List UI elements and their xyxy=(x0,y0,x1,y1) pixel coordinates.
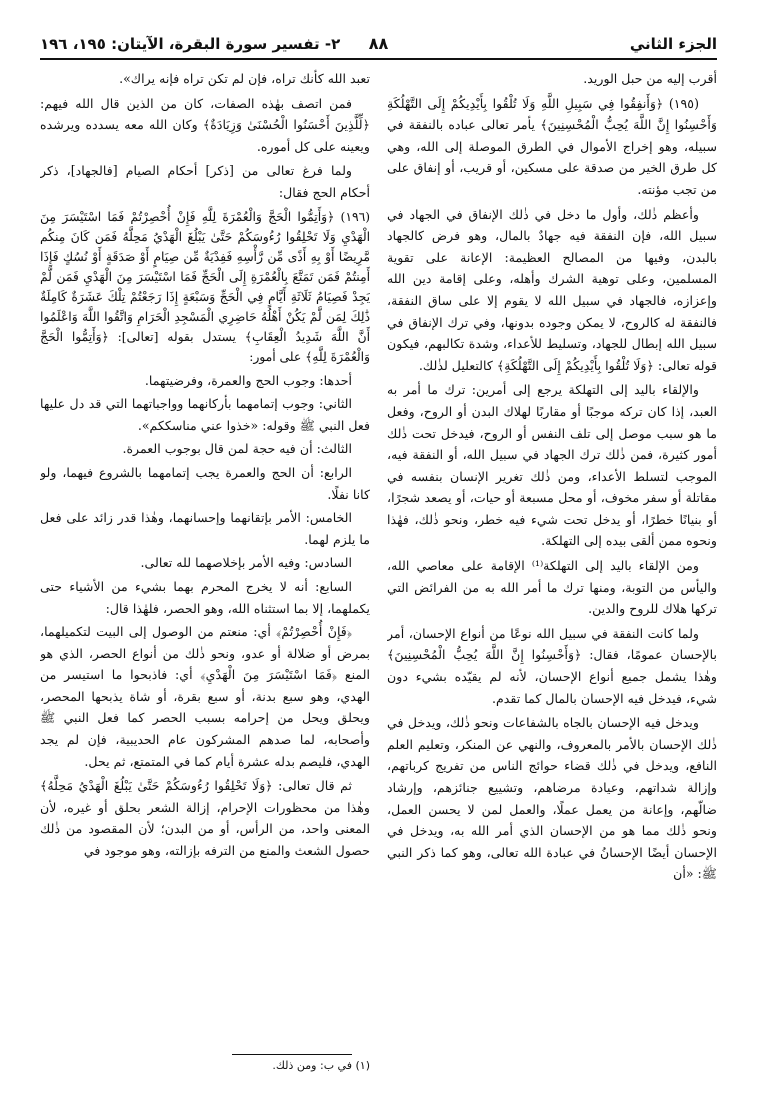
list-item: أحدها: وجوب الحج والعمرة، وفرضيتهما. xyxy=(144,372,352,388)
right-column xyxy=(387,68,717,1078)
chapter-title: ٢- تفسير سورة البقرة، الآيتان: ١٩٥، ١٩٦ xyxy=(40,35,341,53)
list-item: الخامس: الأمر بإتقانهما وإحسانهما، وهٰذا قدر زائد على فعل ما يلزم لهما. xyxy=(40,510,370,547)
list-item: الثالث: أن فيه حجة لمن قال بوجوب العمرة. xyxy=(122,441,352,457)
paragraph: والإلقاء باليد إلى التهلكة يرجع إلى أمرين: ترك ما أمر به العبد، إذا كان تركه موجبًا أو مقاربًا لهلاك البدن أو الروح، وفعل ما هو سبب موصل إلى تلف النفس أو الروح، فيدخل تحت ذٰلك أمور كثيرة، فمن ذٰلك ترك الجهاد في سبيل الله، أو النفقة فيه، الموجب لتسلط الأعداء، ومن ذٰلك تغرير الإنسان بنفسه في مقاتلة أو سفر مخوف، أو محل مسبعة أو حيات، أو يصعد شجرًا، أو بنيانًا خطرًا، أو يدخل تحت شيء فيه خطر، ونحو ذٰلك، فهٰذا ونحوه ممن ألقى بيده إلى التهلكة. xyxy=(387,382,717,549)
left-column xyxy=(40,68,370,1078)
paragraph: فمن اتصف بهٰذه الصفات، كان من الذين قال الله فيهم: ﴿لِّلَّذِينَ أَحْسَنُوا الْحُسْنَىٰ وَزِيَادَةٌ﴾ وكان الله معه يسدده ويرشده ويعينه على كل أموره. xyxy=(40,95,370,154)
part-name: الجزء الثاني xyxy=(629,35,717,53)
paragraph: ولما فرغ تعالى من [ذكر] أحكام الصيام [فالجهاد]، ذكر أحكام الحج فقال: xyxy=(40,163,370,200)
page-header xyxy=(40,34,717,58)
list-item: السادس: وفيه الأمر بإخلاصهما لله تعالى. xyxy=(140,555,352,571)
paragraph: تعبد الله كأنك تراه، فإن لم تكن تراه فإنه يراك». xyxy=(119,71,370,86)
list-item: الرابع: أن الحج والعمرة يجب إتمامهما بالشروع فيهما، ولو كانا نفلًا. xyxy=(40,464,370,502)
footnote: (١) في ب: ومن ذلك. xyxy=(272,1059,370,1072)
list-item: السابع: أنه لا يخرج المحرم بهما بشيء من الأشياء حتى يكملهما، إلا بما استثناه الله، وهو الحصر، فلهٰذا قال: xyxy=(40,578,370,616)
paragraph: ولما كانت النفقة في سبيل الله نوعًا من أنواع الإحسان، أمر بالإحسان عمومًا، فقال: ﴿وَأَحْسِنُوا إِنَّ اللَّهَ يُحِبُّ الْمُحْسِنِينَ﴾ وهٰذا يشمل جميع أنواع الإحسان، لأنه لم يقيّده بشيء دون شيء، فيدخل فيه الإحسان بالمال كما تقدم. xyxy=(387,625,717,706)
paragraph: وأعظم ذٰلك، وأول ما دخل في ذٰلك الإنفاق في الجهاد في سبيل الله، فإن النفقة فيه جهادٌ بالمال، وهو فرض كالجهاد بالبدن، وفيها من المصالح العظيمة: الإعانة على تقوية المسلمين، وعلى توهية الشرك وأهله، وعلى إقامة دين الله وإعزازه، فالجهاد في سبيل الله لا يقوم إلا على ساق النفقة، فالنفقة له كالروح، لا يمكن وجوده بدونها، وفي ترك الإنفاق في سبيل الله إبطال للجهاد، وتسليط للأعداء، وشدة تكالبهم، فيكون قوله تعالى: ﴿وَلَا تُلْقُوا بِأَيْدِيكُمْ إِلَى التَّهْلُكَةِ﴾ كالتعليل لذٰلك. xyxy=(387,206,717,373)
paragraph: ﴿فَإِنْ أُحْصِرْتُمْ﴾ أي: منعتم من الوصول إلى البيت لتكميلهما، بمرض أو ضلالة أو عدو، ونحو ذٰلك من أنواع الحصر، الذي هو المنع ﴿فَمَا اسْتَيْسَرَ مِنَ الْهَدْيِ﴾ أي: فاذبحوا ما استيسر من الهدي، وهو سبع بدنة، أو سبع بقرة، أو شاة يذبحها المحصر، ويحلق ويحل من إحرامه بسبب الحصر كما فعل النبي ﷺ وأصحابه، لما صدهم المشركون عام الحديبية، فإن لم يجد الهدي، فليصم بدله عشرة أيام كما في المتمتع، ثم يحل. xyxy=(40,624,370,769)
verse-block: (١٩٦) ﴿وَأَتِمُّوا الْحَجَّ وَالْعُمْرَةَ لِلَّهِ فَإِنْ أُحْصِرْتُمْ فَمَا اسْتَيْسَرَ مِنَ الْهَدْيِ وَلَا تَحْلِقُوا رُءُوسَكُمْ حَتَّىٰ يَبْلُغَ الْهَدْيُ مَحِلَّهُ فَمَن كَانَ مِنكُم مَّرِيضًا أَوْ بِهِ أَذًى مِّن رَّأْسِهِ فَفِدْيَةٌ مِّن صِيَامٍ أَوْ صَدَقَةٍ أَوْ نُسُكٍ فَإِذَا أَمِنتُمْ فَمَن تَمَتَّعَ بِالْعُمْرَةِ إِلَى الْحَجِّ فَمَا اسْتَيْسَرَ مِنَ الْهَدْيِ فَمَن لَّمْ يَجِدْ فَصِيَامُ ثَلَاثَةِ أَيَّامٍ فِي الْحَجِّ وَسَبْعَةٍ إِذَا رَجَعْتُمْ تِلْكَ عَشَرَةٌ كَامِلَةٌ ذَٰلِكَ لِمَن لَّمْ يَكُنْ أَهْلُهُ حَاضِرِي الْمَسْجِدِ الْحَرَامِ وَاتَّقُوا اللَّهَ وَاعْلَمُوا أَنَّ اللَّهَ شَدِيدُ الْعِقَابِ﴾ يستدل بقوله [تعالى]: ﴿وَأَتِمُّوا الْحَجَّ وَالْعُمْرَةَ لِلَّهِ﴾ على أمور: xyxy=(40,209,370,364)
list-item: الثاني: وجوب إتمامهما بأركانهما وواجباتهما التي قد دل عليها فعل النبي ﷺ وقوله: «خذوا عني مناسككم». xyxy=(40,396,370,433)
paragraph: (١٩٥) ﴿وَأَنفِقُوا فِي سَبِيلِ اللَّهِ وَلَا تُلْقُوا بِأَيْدِيكُمْ إِلَى التَّهْلُكَةِ وَأَحْسِنُوا إِنَّ اللَّهَ يُحِبُّ الْمُحْسِنِينَ﴾ يأمر تعالى عباده بالنفقة في سبيله، وهو إخراج الأموال في الطرق الموصلة إلى الله، وهي كل طرق الخير من صدقة على مسكين، أو قريب، أو إنفاق على من تجب مؤنته. xyxy=(387,95,717,197)
paragraph: ويدخل فيه الإحسان بالجاه بالشفاعات ونحو ذٰلك، ويدخل في ذٰلك الإحسان بالأمر بالمعروف، والنهي عن المنكر، وتعليم العلم النافع، ويدخل في ذٰلك قضاء حوائج الناس من تفريج كرباتهم، وإزالة شداتهم، وعيادة مرضاهم، وتشييع جنائزهم، وإرشاد ضالّهم، وإعانة من يعمل عملًا، والعمل لمن لا يحسن العمل، ونحو ذٰلك مما هو من الإحسان الذي أمر الله به، ويدخل في الإحسان أيضًا الإحسانُ في عبادة الله تعالى، وهو كما ذكر النبي ﷺ: «أن xyxy=(387,715,717,882)
paragraph: أقرب إليه من حبل الوريد. xyxy=(583,71,717,86)
footnote-divider xyxy=(232,1054,352,1055)
page-number: ٨٨ xyxy=(368,34,389,53)
paragraph: ومن الإلقاء باليد إلى التهلكة⁽¹⁾ الإقامة على معاصي الله، واليأس من التوبة، ومنها ترك ما أمر الله به من الفرائض التي تركها هلاك للروح والدين. xyxy=(387,558,717,617)
header-divider xyxy=(40,58,717,60)
paragraph: ثم قال تعالى: ﴿وَلَا تَحْلِقُوا رُءُوسَكُمْ حَتَّىٰ يَبْلُغَ الْهَدْيُ مَحِلَّهُ﴾ وهٰذا من محظورات الإحرام، إزالة الشعر بحلق أو غيره، لأن المعنى واحد، من الرأس، أو من البدن؛ لأن المقصود من ذٰلك حصول الشعث والمنع من الترفه بإزالته، وهو موجود في xyxy=(40,778,370,859)
